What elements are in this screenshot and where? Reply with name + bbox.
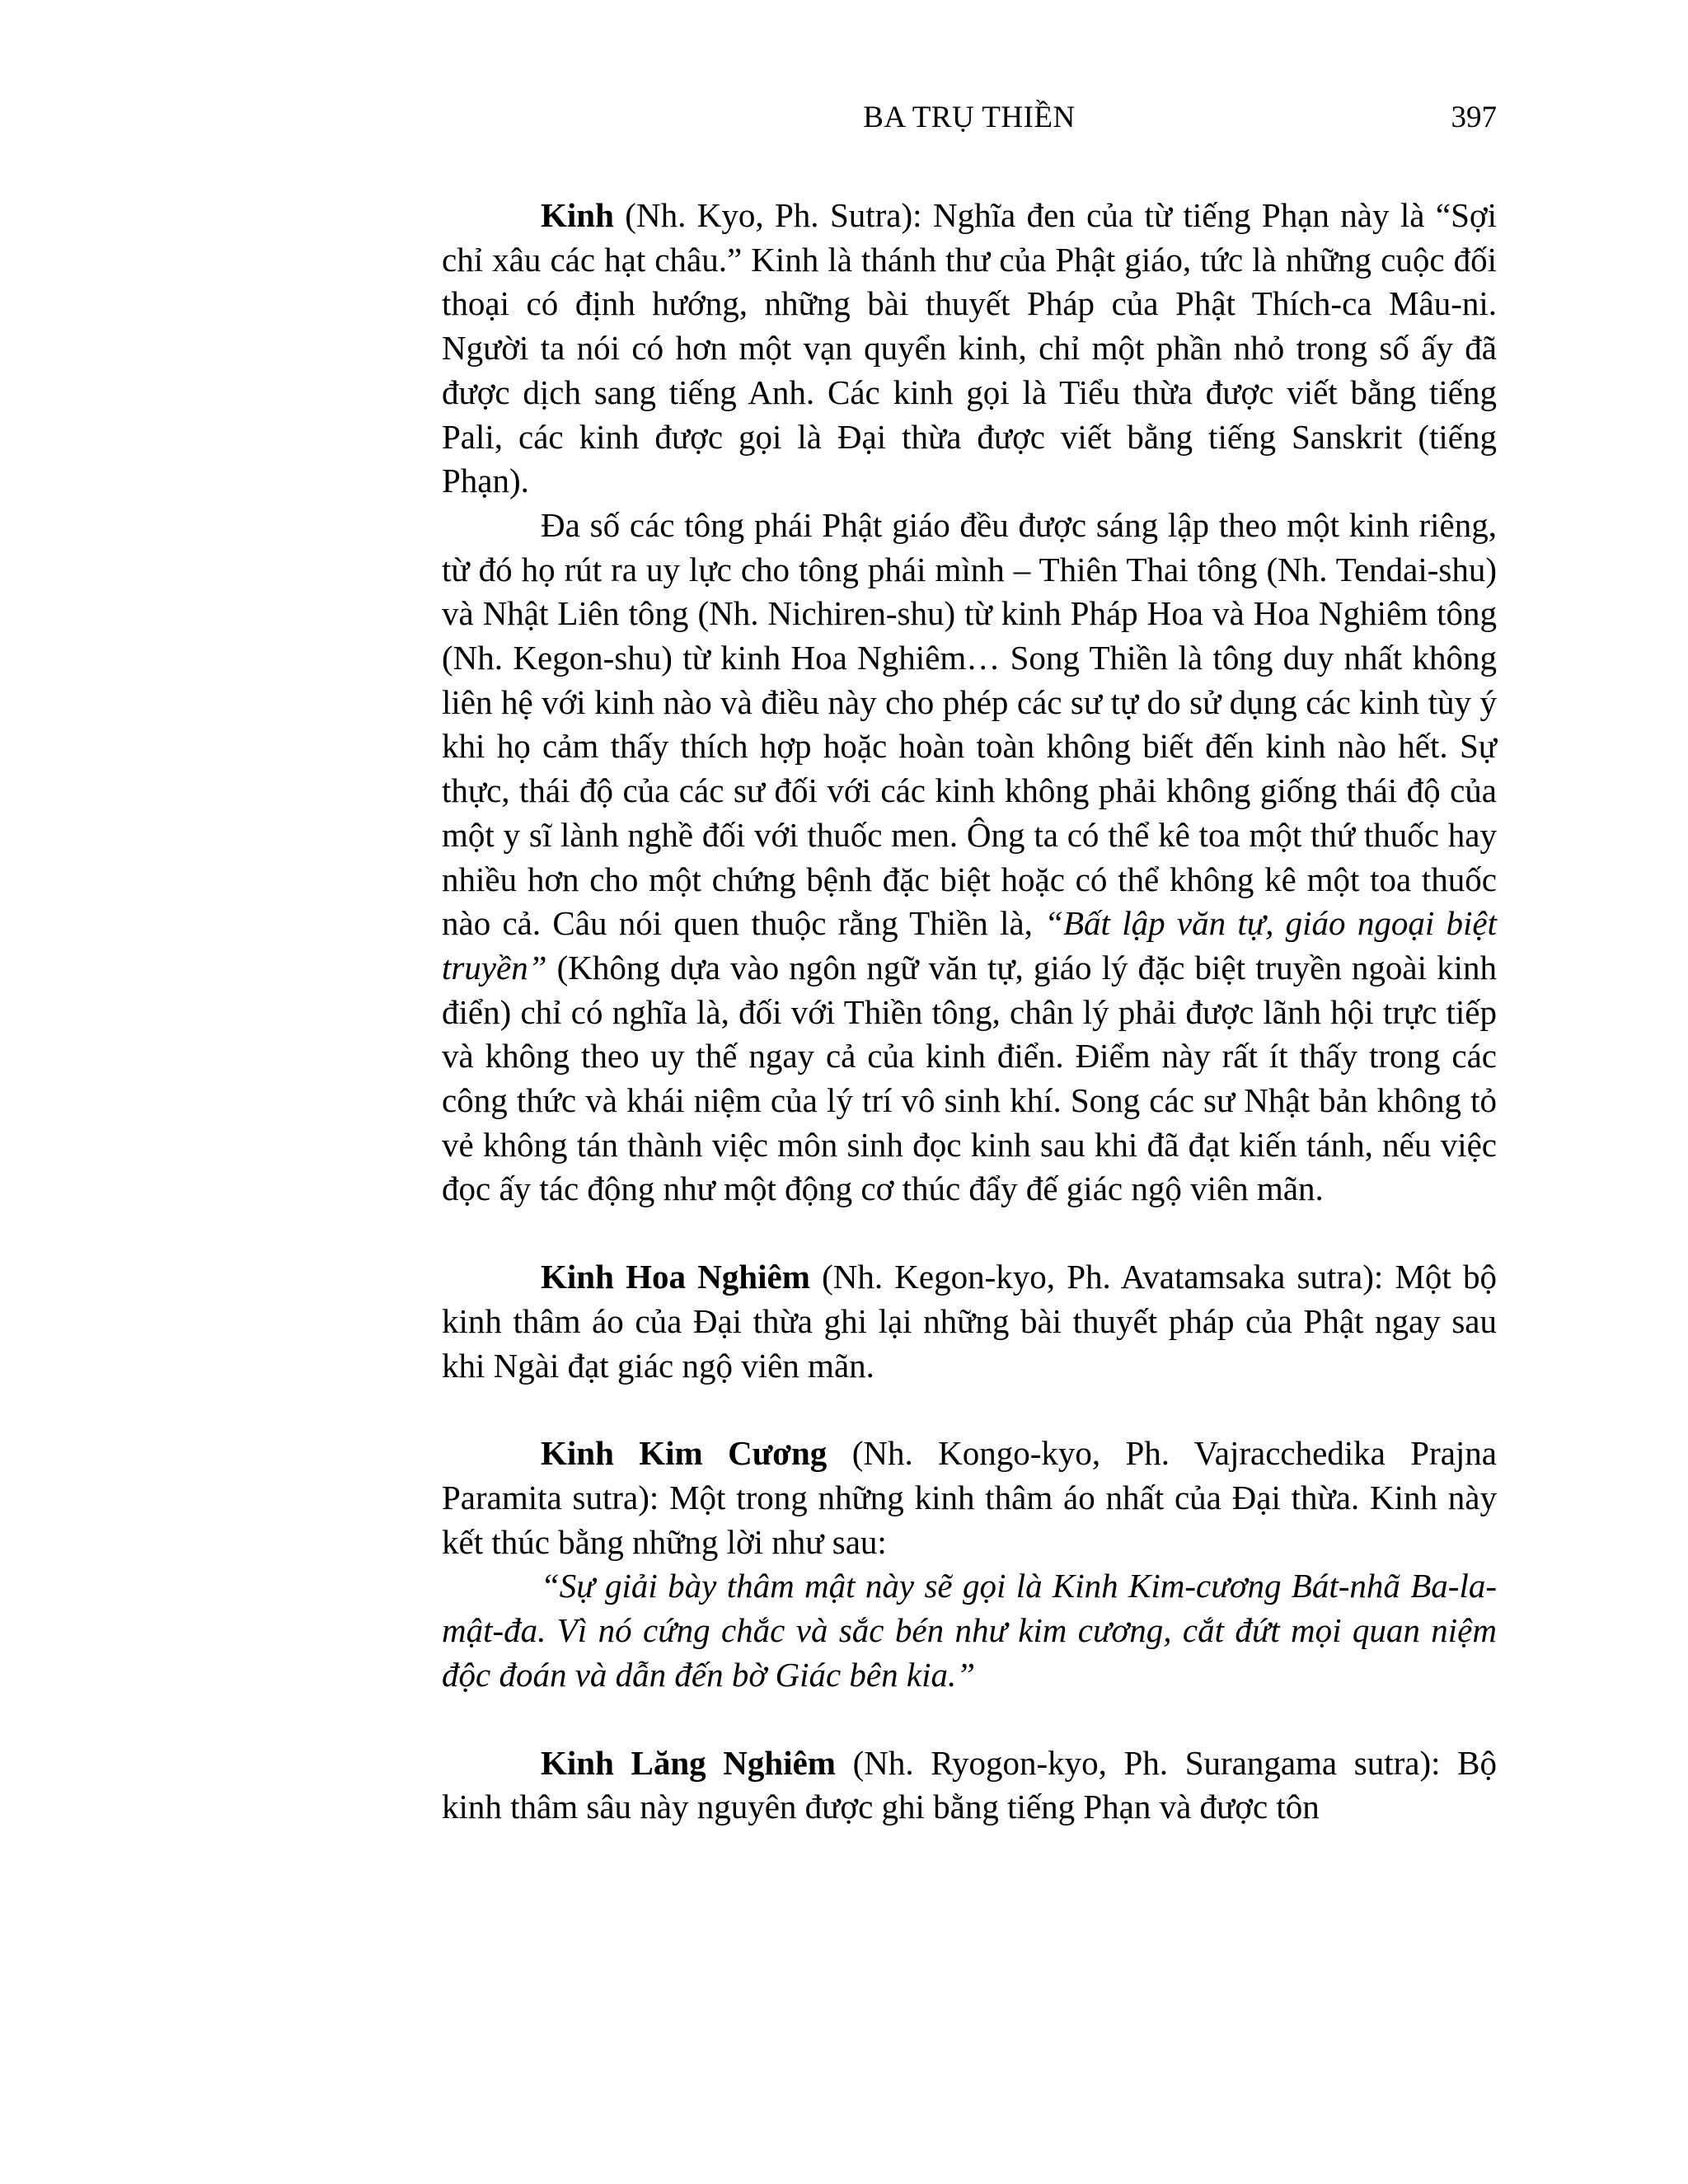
entry-term-kinh-kim-cuong: Kinh Kim Cương [541, 1434, 828, 1473]
entry-kinh-italic-quote: “Bất lập văn tự, giáo ngoại biệt truyền” [442, 904, 1497, 987]
running-header [442, 97, 1497, 138]
entry-kinh-definition [442, 194, 1497, 504]
entry-term-kinh-hoa-nghiem: Kinh Hoa Nghiêm [541, 1258, 810, 1296]
entry-kinh-lang-nghiem-text: (Nh. Ryogon-kyo, Ph. Surangama sutra): Bộ kinh thâm sâu này nguyên được ghi bằng tiếng Phạn và được tôn [442, 1743, 1497, 1826]
entry-kinh-kim-cuong-text: (Nh. Kongo-kyo, Ph. Vajracchedika Prajna Paramita sutra): Một trong những kinh thâm áo nhất của Đại thừa. Kinh này kết thúc bằng những lời như sau: [442, 1434, 1497, 1561]
body-text [442, 194, 1497, 1830]
entry-term-kinh-lang-nghiem: Kinh Lăng Nghiêm [541, 1743, 836, 1782]
entry-kinh-hoa-nghiem-text: (Nh. Kegon-kyo, Ph. Avatamsaka sutra): Một bộ kinh thâm áo của Đại thừa ghi lại những bài thuyết pháp của Phật ngay sau khi Ngài đạt giác ngộ viên mãn. [442, 1258, 1498, 1385]
page-number: 397 [1451, 101, 1497, 134]
entry-kinh-hoa-nghiem [442, 1255, 1497, 1388]
entry-kinh-text: (Nh. Kyo, Ph. Sutra): Nghĩa đen của từ tiếng Phạn này là “Sợi chỉ xâu các hạt châu.” Kinh là thánh thư của Phật giáo, tức là những cuộc đối thoại có định hướng, những bài thuyết Pháp của Phật Thích-ca Mâu-ni. Người ta nói có hơn một vạn quyển kinh, chỉ một phần nhỏ trong số ấy đã được dịch sang tiếng Anh. Các kinh gọi là Tiểu thừa được viết bằng tiếng Pali, các kinh được gọi là Đại thừa được viết bằng tiếng Sanskrit (tiếng Phạn). [442, 196, 1497, 500]
entry-kinh-kim-cuong [442, 1432, 1497, 1564]
entry-kinh-paragraph [442, 504, 1497, 1212]
entry-kinh-kim-cuong-quote: “Sự giải bày thâm mật này sẽ gọi là Kinh Kim-cương Bát-nhã Ba-la-mật-đa. Vì nó cứng chắc và sắc bén như kim cương, cắt đứt mọi quan niệm độc đoán và dẫn đến bờ Giác bên kia.” [442, 1567, 1497, 1694]
entry-kinh-paragraph-text: Đa số các tông phái Phật giáo đều được sáng lập theo một kinh riêng, từ đó họ rút ra uy lực cho tông phái mình – Thiên Thai tông (Nh. Tendai-shu) và Nhật Liên tông (Nh. Nichiren-shu) từ kinh Pháp Hoa và Hoa Nghiêm tông (Nh. Kegon-shu) từ kinh Hoa Nghiêm… Song Thiền là tông duy nhất không liên hệ với kinh nào và điều này cho phép các sư tự do sử dụng các kinh tùy ý khi họ cảm thấy thích hợp hoặc hoàn toàn không biết đến kinh nào hết. Sự thực, thái độ của các sư đối với các kinh không phải không giống thái độ của một y sĩ lành nghề đối với thuốc men. Ông ta có thể kê toa một thứ thuốc hay nhiều hơn cho một chứng bệnh đặc biệt hoặc có thể không kê một toa thuốc nào cả. Câu nói quen thuộc rằng Thiền là, [442, 505, 1497, 943]
running-title: BA TRỤ THIỀN [863, 101, 1076, 134]
entry-kinh-lang-nghiem [442, 1741, 1497, 1830]
entry-kinh-paragraph-continuation: (Không dựa vào ngôn ngữ văn tự, giáo lý đặc biệt truyền ngoài kinh điển) chỉ có nghĩa là, đối với Thiền tông, chân lý phải được lãnh hội trực tiếp và không theo uy thế ngay cả của kinh điển. Điểm này rất ít thấy trong các công thức và khái niệm của lý trí vô sinh khí. Song các sư Nhật bản không tỏ vẻ không tán thành việc môn sinh đọc kinh sau khi đã đạt kiến tánh, nếu việc đọc ấy tác động như một động cơ thúc đẩy đế giác ngộ viên mãn. [442, 948, 1497, 1208]
entry-term-kinh: Kinh [541, 196, 614, 234]
